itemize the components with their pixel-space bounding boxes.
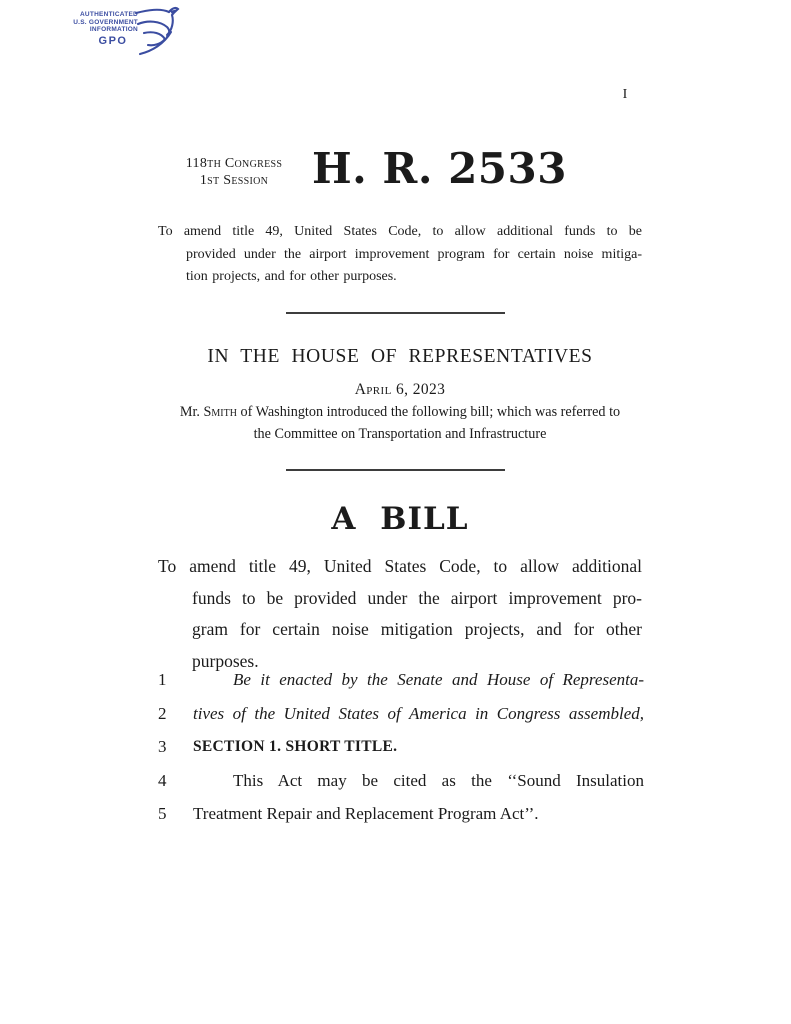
page-number: I [622,87,628,102]
line-number: 5 [158,804,167,823]
bill-number: H. R. 2533 [312,144,567,193]
body-line [158,697,644,731]
gpo-logo-line3: INFORMATION [89,26,138,34]
official-title-preamble [158,221,642,289]
horizontal-rule [286,469,505,471]
introduction-date: April 6, 2023 [354,381,446,398]
gpo-logo-line2: U.S. GOVERNMENT [73,18,138,26]
horizontal-rule [286,312,505,314]
line-number: 4 [158,770,167,790]
body-line [158,730,644,764]
bill-title-preamble [158,551,642,677]
preamble-line: To amend title 49, United States Code, to allow additional funds to be [158,224,642,239]
bill-preamble-line: To amend title 49, United States Code, to allow additional [158,556,642,576]
body-line [158,797,644,831]
gpo-authenticated-logo [58,4,178,56]
sponsor-line-2: the Committee on Transportation and Infrastructure [253,426,547,442]
body-line [158,764,644,798]
line-number: 3 [158,737,167,756]
body-line [158,663,644,697]
line-text: tives of the United States of America in Congress assembled, [193,703,644,723]
line-text: Treatment Repair and Replacement Program Act’’. [193,804,539,823]
congress-session-block [158,144,310,194]
preamble-line: provided under the airport improvement program for certain noise mitiga- [186,246,642,262]
congress-label: 118th Congress [185,156,283,171]
chamber-heading: IN THE HOUSE OF REPRESENTATIVES [207,346,593,367]
gpo-logo-gpo-label: GPO [98,35,128,47]
bill-body [158,663,644,831]
sponsor-prefix: Mr. [179,404,204,420]
gpo-eagle-icon [134,4,180,56]
line-text: SECTION 1. SHORT TITLE. [193,738,398,755]
sponsor-line-1 [158,401,642,423]
sponsor-name: Smith [203,404,237,420]
bill-preamble-line: funds to be provided under the airport improvement pro- [192,587,642,608]
sponsor-rest: of Washington introduced the following bill; which was referred to [236,404,621,420]
line-text: This Act may be cited as the ‘‘Sound Insulation [233,770,644,790]
sponsor-paragraph [158,401,642,445]
bill-preamble-line: purposes. [192,650,259,671]
bill-preamble-line: gram for certain noise mitigation projects, and for other [192,619,642,639]
gpo-logo-text [58,11,138,34]
gpo-logo-line1: AUTHENTICATED [79,11,138,18]
line-text: Be it enacted by the Senate and House of Representa- [233,670,644,689]
bill-title: A BILL [331,501,469,537]
session-label: 1st Session [199,172,269,188]
preamble-line: tion projects, and for other purposes. [186,269,397,284]
line-number: 1 [158,670,167,689]
line-number: 2 [158,703,167,723]
bill-header [158,144,642,194]
